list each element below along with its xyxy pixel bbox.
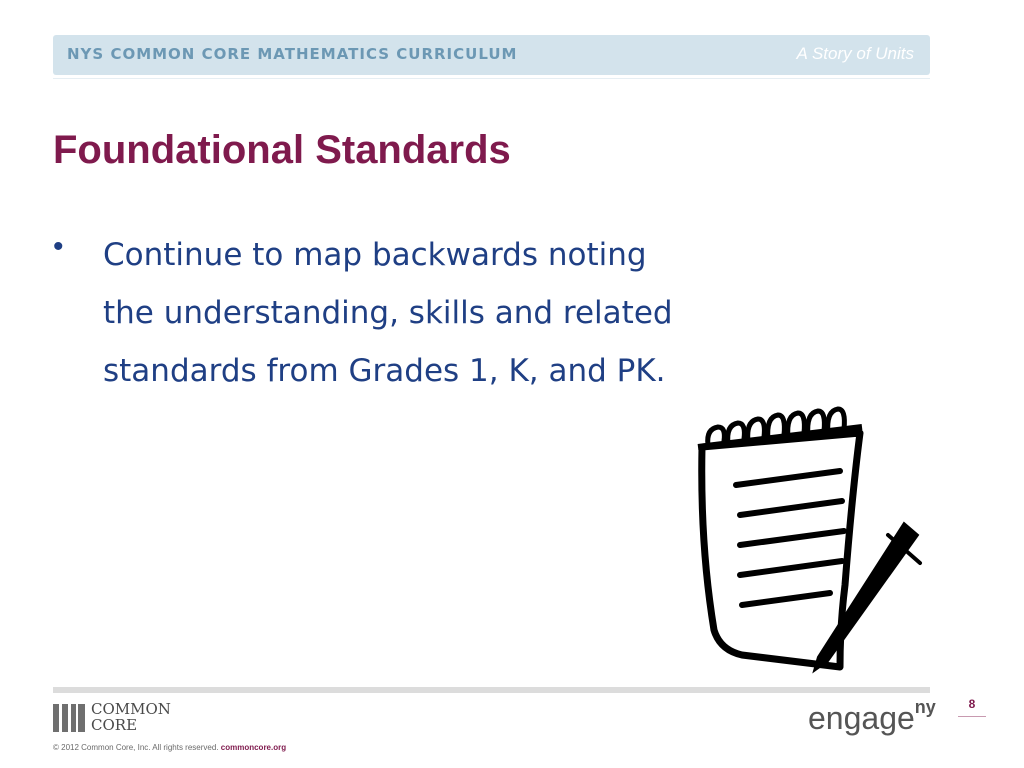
bullet-line: the understanding, skills and related <box>103 295 673 331</box>
bullet-line: standards from Grades 1, K, and PK. <box>103 353 666 389</box>
notepad-with-pen-icon <box>690 405 930 675</box>
bullet-line: Continue to map backwards noting <box>103 237 647 273</box>
copyright-notice: © 2012 Common Core, Inc. All rights reserved. commoncore.org <box>53 743 287 752</box>
bullet-text <box>103 226 733 400</box>
bullet-marker: • <box>53 230 64 263</box>
bullet-item <box>53 226 733 400</box>
header-bar <box>53 35 930 75</box>
common-core-wordmark: COMMON CORE <box>91 700 171 734</box>
story-title-label: A Story of Units <box>796 44 914 63</box>
page-number: 8 <box>968 697 976 711</box>
page-number-underline <box>958 716 986 717</box>
footer-divider <box>53 687 930 693</box>
slide-title: Foundational Standards <box>53 128 511 172</box>
engageny-logo: engage$^{ny}$ <box>808 697 936 736</box>
copyright-link[interactable]: commoncore.org <box>220 743 287 752</box>
header-divider <box>53 78 930 79</box>
curriculum-series-label: NYS COMMON CORE MATHEMATICS CURRICULUM <box>67 45 518 63</box>
bullet-list <box>53 226 733 400</box>
